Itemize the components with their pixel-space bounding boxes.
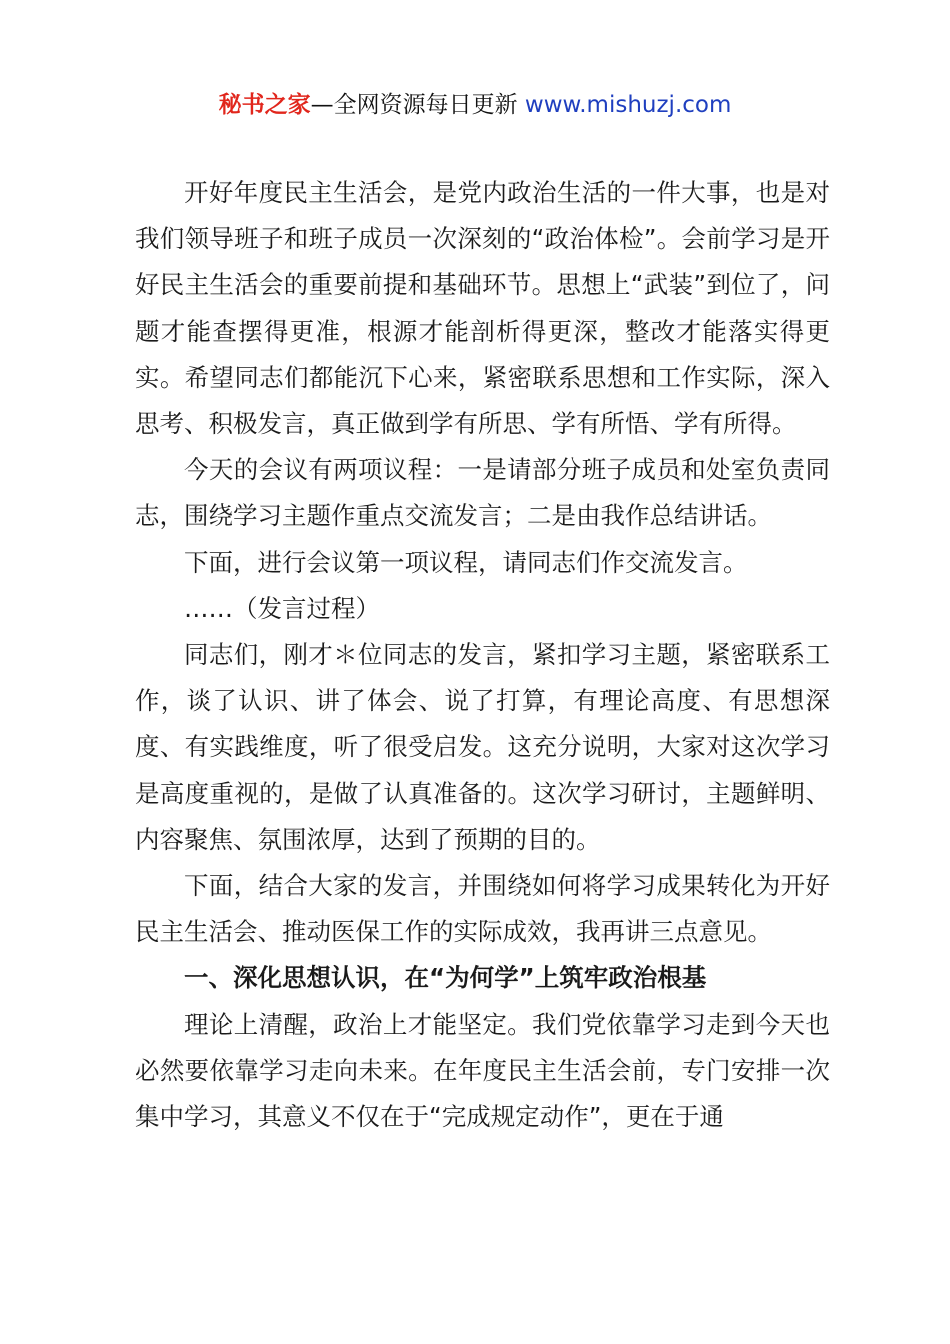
paragraph-intro: 开好年度民主生活会，是党内政治生活的一件大事，也是对我们领导班子和班子成员一次深刻的“政治体检”。会前学习是开好民主生活会的重要前提和基础环节。思想上“武装”到位了，问题才能查摆得更准，根源才能剖析得更深，整改才能落实得更实。希望同志们都能沉下心来，紧密联系思想和工作实际，深入思考、积极发言，真正做到学有所思、学有所悟、学有所得。 bbox=[135, 178, 830, 439]
paragraph-summary: 同志们，刚才＊位同志的发言，紧扣学习主题，紧密联系工作，谈了认识、讲了体会、说了打算，有理论高度、有思想深度、有实践维度，听了很受启发。这充分说明，大家对这次学习是高度重视的，是做了认真准备的。这次学习研讨，主题鲜明、内容聚焦、氛围浓厚，达到了预期的目的。 bbox=[135, 640, 830, 854]
paragraph-section-1: 理论上清醒，政治上才能坚定。我们党依靠学习走到今天也必然要依靠学习走向未来。在年度民主生活会前，专门安排一次集中学习，其意义不仅在于“完成规定动作”，更在于通 bbox=[135, 1009, 830, 1132]
paragraph-three-points: 下面，结合大家的发言，并围绕如何将学习成果转化为开好民主生活会、推动医保工作的实际成效，我再讲三点意见。 bbox=[135, 871, 830, 947]
document-body bbox=[135, 170, 830, 1140]
brand-name: 秘书之家 bbox=[218, 92, 311, 118]
paragraph-agenda: 今天的会议有两项议程：一是请部分班子成员和处室负责同志，围绕学习主题作重点交流发言；二是由我作总结讲话。 bbox=[135, 455, 830, 531]
site-url[interactable]: www.mishuzj.com bbox=[524, 92, 732, 118]
page-header bbox=[0, 88, 950, 122]
paragraph-first-item: 下面，进行会议第一项议程，请同志们作交流发言。 bbox=[184, 547, 748, 577]
header-tagline: —全网资源每日更新 bbox=[310, 92, 525, 118]
section-heading-1: 一、深化思想认识，在“为何学”上筑牢政治根基 bbox=[184, 963, 707, 993]
paragraph-speech-process: ……（发言过程） bbox=[184, 593, 380, 623]
